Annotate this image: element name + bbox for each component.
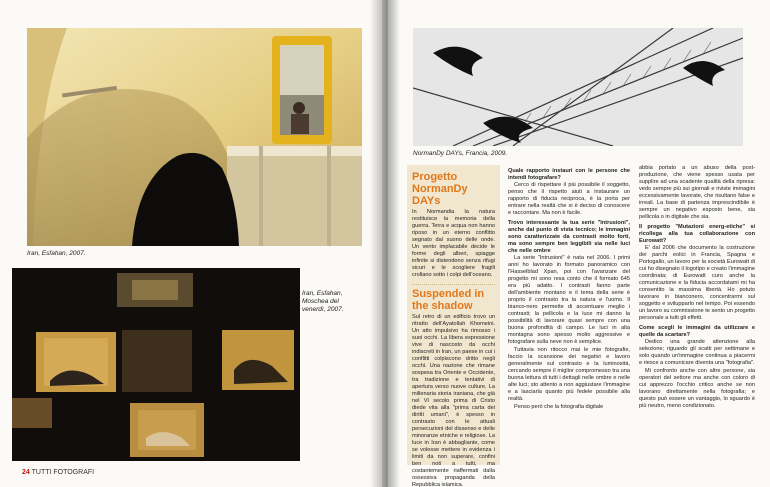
book-gutter (370, 0, 400, 487)
sidebar-box (407, 165, 500, 487)
answer-selection-2: Mi confronto anche con altre persone, sia operatori del settore ma anche con coloro di cui apprezzo l'occhio critico anche se non lavorano direttamente nella fotografia; e questo può essere un vantaggio, lo sguardo è più neutro, meno condizionato. (639, 368, 755, 409)
right-page (388, 0, 770, 487)
answer-digital-continued: abbia portato a un abuso della post-produzione, che viene spesso usata per supplire ad una scadente qualità della ripresa: vedo sempre più sui giornali e riviste immagini eccessivamente lavorate, che risultano false e irreali. La base di partenza imprescindibile è sempre un negativo esposto bene, sia pellicola o in digitale che sia. (639, 165, 755, 220)
question-relationship: Quale rapporto instauri con le persone che intendi fotografare? (508, 168, 630, 181)
photo-mosque-shadow-image (12, 268, 300, 461)
article-column-3 (639, 165, 755, 411)
sidebar-text-normandy: In Normandia la natura restituisce la memoria della guerra. Terra e acqua non hanno riposo in un eterno conflitto segnato dal suono delle onde. Un vento implacabile decide le forme degli alberi, spiagge infinite si distendono senza rifugi sicuri e le scogliere fragili crollano sotto i colpi dell'oceano. (412, 209, 495, 278)
photo-normandy-image (413, 28, 743, 146)
left-page (0, 0, 382, 487)
caption-photo2: Iran, Esfahan, Moschea del venerdì, 2007. (302, 290, 344, 313)
answer-mutazioni: E' dal 2006 che documento la costruzione dei parchi eolici in Francia, Spagna e Portogallo, un lavoro per la società Eurowatt di cui ho disegnato il logotipo e creato l'immagine coordinata; di Eurowatt curo anche la comunicazione e la fiducia accordatami mi ha consentito la massima libertà. Ho potuto lavorare in bianconero, concentrarmi sul soggetto e svilupparlo nel tempo. Poi essendo un lavoro su commissione te sento un progetto personale a tutti gli effetti. (639, 245, 755, 321)
photo-woman-mirror (27, 28, 362, 246)
sidebar-title-suspended: Suspended in the shadow (412, 288, 485, 312)
sidebar-divider (412, 284, 495, 285)
question-intrusioni: Trovo interessante la tua serie "Intrusioni", anche dal punto di vista tecnico; le immagini sono caratterizzate da contrasti molto forti, ma sono sempre ben leggibili sia nelle luci che nelle ombre (508, 220, 630, 254)
caption-photo1: Iran, Esfahan, 2007. (27, 250, 86, 257)
answer-relationship: Cerco di rispettare il più possibile il soggetto, penso che il rispetto aiuti a instaurare un rapporto di fiducia reciproca, è la porta per entrare nella realtà che si è deciso di conoscere e raccontare. Ma non è facile. (508, 182, 630, 216)
sidebar-title-normandy: Progetto NormanDy DAYs (412, 171, 468, 207)
photo-mosque-shadow (12, 268, 300, 461)
answer-intrusioni-3: Penso però che la fotografia digitale (514, 404, 604, 410)
answer-selection-1: Dedico una grande attenzione alla selezione; riguardo gli scatti per settimane e solo quando un'immagine continua a piacermi e riesce a comunicare diventa una "fotografia". (639, 339, 755, 366)
answer-intrusioni-1: La serie "Intrusioni" è nata nel 2006. I primi anni ho lavorato in formato panoramico con l'Hasselblad Xpan, poi con l'avanzare del progetto mi sono resa conto che il formato 645 era più adatto. I contrasti fanno parte dell'ambiente montano e il tema della serie è proprio il contrasto tra la natura e l'uomo. Il bianco-nero permette di accentuare meglio i contrasti; la pellicola e la luce mi danno la possibilità di lavorare quasi sempre con una buona profondità di campo. Le luci in alta montagna sono spesso molto aggressive e fotografare sulla neve non è semplice. (508, 255, 630, 345)
magazine-name: TUTTI FOTOGRAFI (31, 469, 95, 476)
page-number: 24 (22, 469, 30, 476)
photo-normandy (413, 28, 743, 146)
article-column-2 (508, 165, 630, 412)
question-mutazioni: Il progetto "Mutazioni energ-etiche" si ricollega alla tua collaborazione con Eurowatt? (639, 224, 755, 244)
question-selection: Come scegli le immagini da utilizzare e quelle da scartare? (639, 325, 755, 338)
photo-woman-mirror-image (27, 28, 362, 246)
folio (22, 469, 94, 476)
sidebar-text-suspended: Sul retro di un edificio trovo un ritratto dell'Ayatollah Khomeini. Un atto impulsivo ha rimosso i suoi occhi. La libera espressione vive di nascosto da occhi indiscreti in Iran, un paese in cui i conflitti colpiscono dritto negli occhi. Una nazione che rimane sospesa tra Oriente e Occidente, tra tradizione e tentativi di apertura verso nuove culture. La millenaria storia iraniana, che già nel VI secolo prima di Cristo diede vita alla "prima carta dei diritti umani", è spesso in contrasto con le attuali persecuzioni del dissenso e delle minoranze etniche e religiose. La luce in Iran è abbagliante, come se volesse mettere in evidenza i limiti da non superare, confini ben noti a tutti, ma costantemente riaffermati dalla ossessiva propaganda della Repubblica islamica. (412, 314, 495, 487)
answer-intrusioni-2: Tuttavia non ritocco mai le mie fotografie, faccio la scansione dei negativi e lavoro generalmente sul contrasto e la luminosità, cercando sempre il miglior compromesso tra una buona lettura di tutti i dettagli nelle ombre e nelle alte luci; sto attento a non aggiustare l'immagine e a lasciarla quanto più fedele possibile alla realtà. (508, 347, 630, 402)
caption-normandy: NormanDy DAYs, Francia, 2009. (413, 150, 508, 157)
